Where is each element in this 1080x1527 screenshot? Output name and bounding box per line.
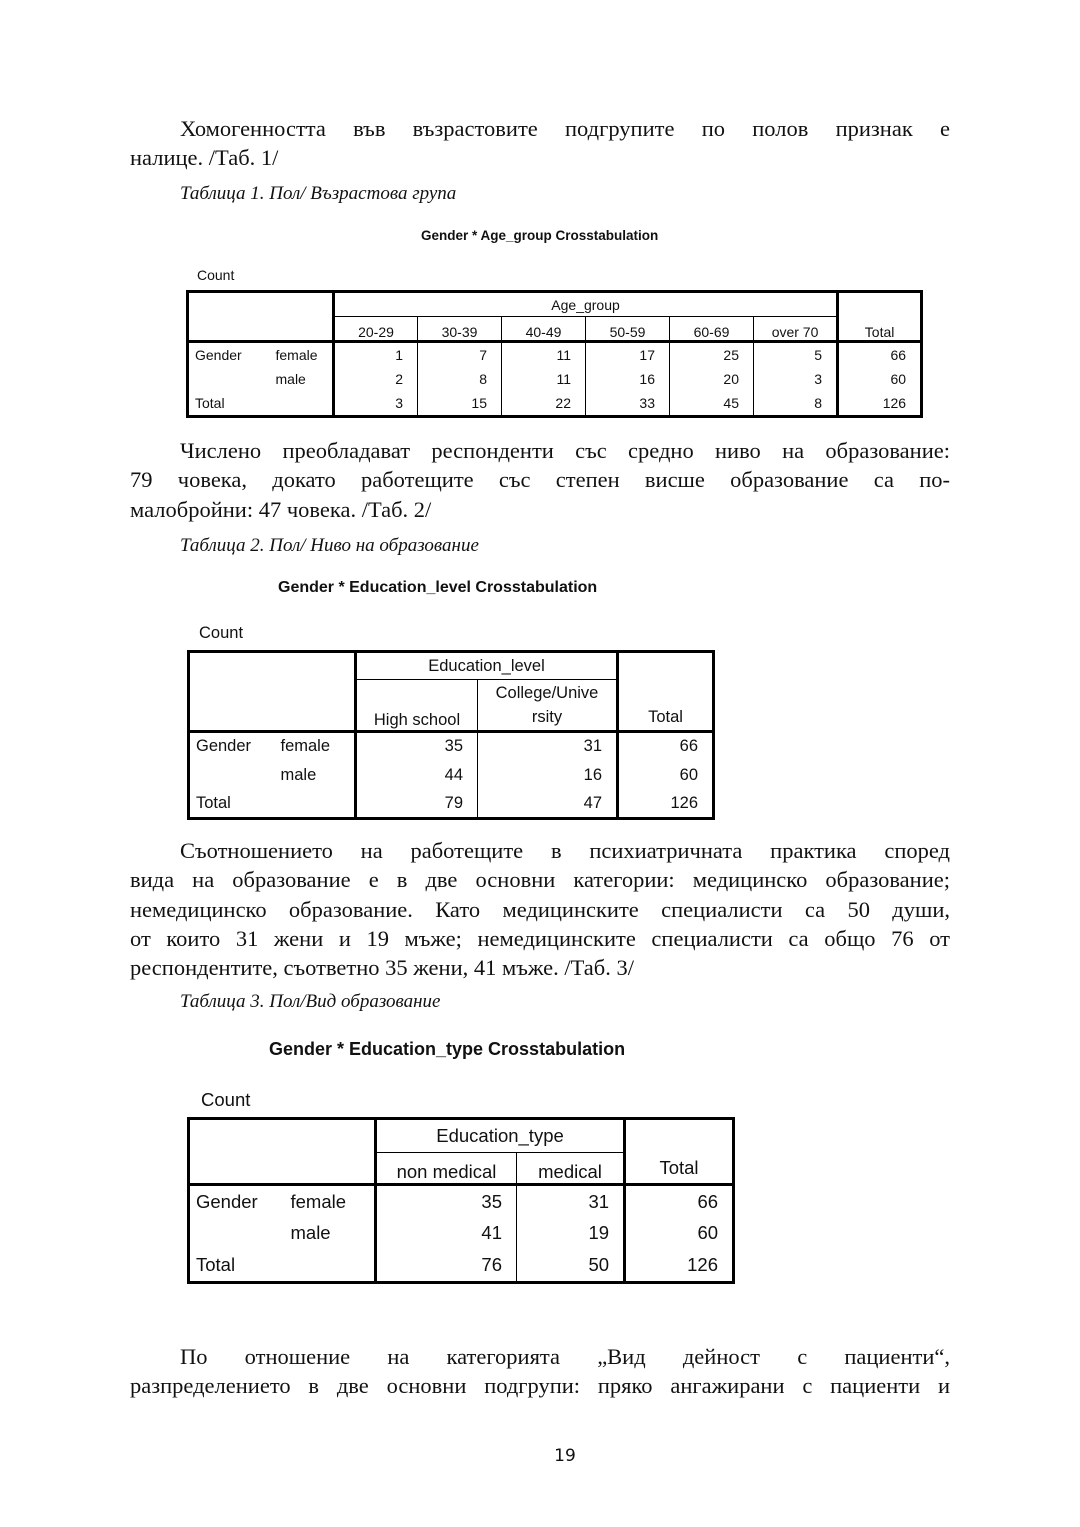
cell-value: 8 xyxy=(418,367,502,392)
row-label: Total xyxy=(189,1250,376,1283)
cell-value: 2 xyxy=(334,367,418,392)
table-row xyxy=(189,732,714,761)
cell-value: 19 xyxy=(517,1217,625,1250)
cell-value: 66 xyxy=(618,732,714,761)
col-var-header: Education_level xyxy=(356,652,618,680)
paragraph xyxy=(130,836,950,982)
cell-value: 1 xyxy=(334,342,418,367)
column-header xyxy=(478,680,618,732)
row-label: female xyxy=(275,732,356,761)
cell-value: 16 xyxy=(478,761,618,790)
text-line: респондентите, съответно 35 жени, 41 мъже. /Таб. 3/ xyxy=(130,955,634,981)
cell-value: 7 xyxy=(418,342,502,367)
table-caption: Таблица 3. Пол/Вид образование xyxy=(180,991,441,1012)
education-level-crosstab xyxy=(187,650,715,820)
table-row xyxy=(189,790,714,819)
row-label: male xyxy=(275,761,356,790)
column-header: 30-39 xyxy=(418,317,502,342)
row-label: female xyxy=(270,342,334,367)
cell-value: 44 xyxy=(356,761,478,790)
cell-value: 11 xyxy=(502,342,586,367)
column-header: medical xyxy=(517,1153,625,1185)
text-line: от които 31 жени и 19 мъже; немедицинските специалисти са общо 76 от xyxy=(130,925,950,951)
row-label: Total xyxy=(188,392,334,417)
cell-value: 31 xyxy=(478,732,618,761)
cell-value: 25 xyxy=(670,342,754,367)
table-title: Gender * Education_type Crosstabulation xyxy=(269,1039,626,1059)
table-row xyxy=(189,1185,734,1218)
cell-value: 33 xyxy=(586,392,670,417)
cell-value: 35 xyxy=(356,732,478,761)
text-line: Числено преобладават респонденти със средно ниво на образование: xyxy=(180,438,950,463)
age-group-crosstab xyxy=(186,290,923,418)
cell-value: 60 xyxy=(618,761,714,790)
cell-value: 47 xyxy=(478,790,618,819)
row-label: Total xyxy=(189,790,356,819)
col-var-header: Age_group xyxy=(334,292,838,317)
column-header: non medical xyxy=(376,1153,517,1185)
cell-value: 35 xyxy=(376,1185,517,1218)
count-label: Count xyxy=(201,1089,251,1110)
text-line: Хомогенността във възрастовите подгрупите по полов признак е xyxy=(180,116,950,141)
column-header-line: rsity xyxy=(531,708,563,727)
table-row xyxy=(188,392,922,417)
cell-value: 50 xyxy=(517,1250,625,1283)
column-header: 60-69 xyxy=(670,317,754,342)
cell-value: 16 xyxy=(586,367,670,392)
table-caption: Таблица 2. Пол/ Ниво на образование xyxy=(180,535,479,556)
cell-value: 126 xyxy=(625,1250,734,1283)
education-type-crosstab xyxy=(187,1117,735,1284)
cell-value: 11 xyxy=(502,367,586,392)
total-header: Total xyxy=(625,1119,734,1185)
cell-value: 20 xyxy=(670,367,754,392)
paragraph xyxy=(130,436,950,524)
count-label: Count xyxy=(199,624,244,642)
total-header: Total xyxy=(618,652,714,732)
text-line: 79 човека, докато работещите със степен висше образование са по- xyxy=(130,467,950,493)
cell-value: 41 xyxy=(376,1217,517,1250)
column-header: over 70 xyxy=(754,317,838,342)
paragraph xyxy=(130,1342,950,1401)
cell-value: 17 xyxy=(586,342,670,367)
cell-value: 3 xyxy=(754,367,838,392)
column-header: 50-59 xyxy=(586,317,670,342)
col-var-header: Education_type xyxy=(376,1119,625,1153)
text-line: Съотношението на работещите в психиатричната практика според xyxy=(180,838,950,863)
row-label: male xyxy=(285,1217,376,1250)
cell-value: 66 xyxy=(838,342,922,367)
table-caption: Таблица 1. Пол/ Възрастова група xyxy=(180,183,457,204)
column-header-line: College/Unive xyxy=(495,684,599,703)
text-line: малобройни: 47 човека. /Таб. 2/ xyxy=(130,496,432,522)
cell-value: 45 xyxy=(670,392,754,417)
row-var-label xyxy=(189,1217,285,1250)
paragraph xyxy=(130,114,950,173)
row-label: male xyxy=(270,367,334,392)
cell-value: 66 xyxy=(625,1185,734,1218)
cell-value: 3 xyxy=(334,392,418,417)
table-title: Gender * Education_level Crosstabulation xyxy=(278,579,598,596)
text-line: По отношение на категорията „Вид дейност с пациенти“, xyxy=(180,1344,950,1369)
table-row xyxy=(188,367,922,392)
total-header: Total xyxy=(838,292,922,342)
table-row xyxy=(188,342,922,367)
row-var-label xyxy=(188,367,270,392)
row-var-label xyxy=(189,761,275,790)
cell-value: 126 xyxy=(618,790,714,819)
text-line: налице. /Таб. 1/ xyxy=(130,145,279,171)
row-label: female xyxy=(285,1185,376,1218)
table-title: Gender * Age_group Crosstabulation xyxy=(421,228,659,243)
row-var-label: Gender xyxy=(189,732,275,761)
row-var-label: Gender xyxy=(189,1185,285,1218)
table-row xyxy=(189,761,714,790)
table-row xyxy=(189,1250,734,1283)
text-line: разпределението в две основни подгрупи: пряко ангажирани с пациенти и xyxy=(130,1373,950,1399)
column-header: 40-49 xyxy=(502,317,586,342)
table-row xyxy=(189,1217,734,1250)
cell-value: 126 xyxy=(838,392,922,417)
cell-value: 5 xyxy=(754,342,838,367)
row-var-label: Gender xyxy=(188,342,270,367)
cell-value: 31 xyxy=(517,1185,625,1218)
column-header: 20-29 xyxy=(334,317,418,342)
cell-value: 79 xyxy=(356,790,478,819)
page-number: 19 xyxy=(554,1446,576,1466)
cell-value: 60 xyxy=(838,367,922,392)
cell-value: 60 xyxy=(625,1217,734,1250)
cell-value: 15 xyxy=(418,392,502,417)
cell-value: 76 xyxy=(376,1250,517,1283)
text-line: немедицинско образование. Като медицинските специалисти са 50 души, xyxy=(130,896,950,922)
count-label: Count xyxy=(197,267,235,283)
cell-value: 22 xyxy=(502,392,586,417)
cell-value: 8 xyxy=(754,392,838,417)
column-header: High school xyxy=(356,680,478,732)
text-line: вида на образование е в две основни категории: медицинско образование; xyxy=(130,867,950,893)
